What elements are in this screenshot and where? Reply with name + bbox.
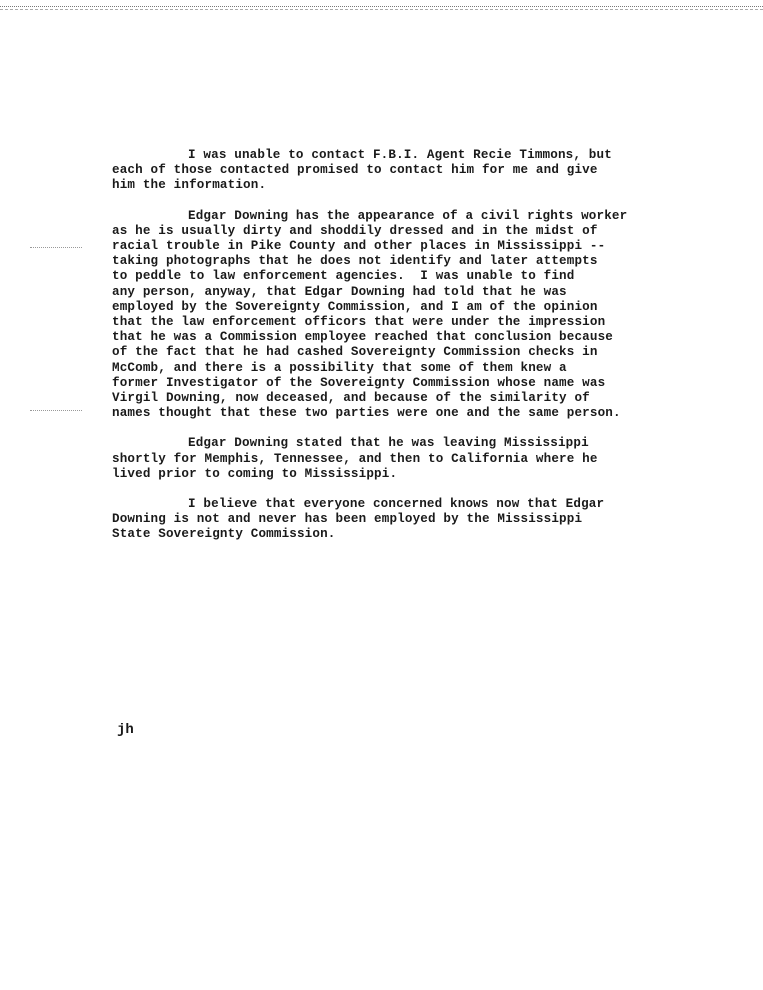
text-line: former Investigator of the Sovereignty Commission whose name was <box>112 375 606 390</box>
text-line: Edgar Downing has the appearance of a civil rights worker <box>188 208 628 223</box>
page-top-rule <box>0 6 763 7</box>
text-line: shortly for Memphis, Tennessee, and then to California where he <box>112 451 598 466</box>
text-line: State Sovereignty Commission. <box>112 527 336 542</box>
text-line: as he is usually dirty and shoddily dressed and in the midst of <box>112 223 598 238</box>
text-line: him the information. <box>112 178 267 193</box>
text-line: that he was a Commission employee reached that conclusion because <box>112 330 613 345</box>
typist-initials: jh <box>117 722 134 738</box>
text-line: McComb, and there is a possibility that some of them knew a <box>112 360 567 375</box>
text-line: racial trouble in Pike County and other places in Mississippi -- <box>112 239 606 254</box>
text-line: of the fact that he had cashed Sovereignty Commission checks in <box>112 345 598 360</box>
text-line: each of those contacted promised to contact him for me and give <box>112 163 598 178</box>
text-line: Virgil Downing, now deceased, and because of the similarity of <box>112 391 590 406</box>
text-line: that the law enforcement officors that were under the impression <box>112 315 606 330</box>
page-top-rule-secondary <box>0 9 763 10</box>
text-line: Edgar Downing stated that he was leaving Mississippi <box>188 436 589 451</box>
paragraph-4 <box>112 497 712 543</box>
text-line: any person, anyway, that Edgar Downing had told that he was <box>112 284 567 299</box>
text-line: lived prior to coming to Mississippi. <box>112 466 398 481</box>
text-line: I believe that everyone concerned knows now that Edgar <box>188 497 605 512</box>
text-line: names thought that these two parties were one and the same person. <box>112 406 621 421</box>
text-line: to peddle to law enforcement agencies. I was unable to find <box>112 269 575 284</box>
text-line: taking photographs that he does not identify and later attempts <box>112 254 598 269</box>
margin-mark <box>30 247 82 248</box>
letter-body <box>112 148 712 558</box>
text-line: I was unable to contact F.B.I. Agent Recie Timmons, but <box>188 148 612 162</box>
text-line: employed by the Sovereignty Commission, and I am of the opinion <box>112 299 598 314</box>
text-line: Downing is not and never has been employed by the Mississippi <box>112 512 583 527</box>
paragraph-1 <box>112 148 712 194</box>
paragraph-2 <box>112 209 712 422</box>
paragraph-3 <box>112 436 712 482</box>
margin-mark <box>30 410 82 411</box>
